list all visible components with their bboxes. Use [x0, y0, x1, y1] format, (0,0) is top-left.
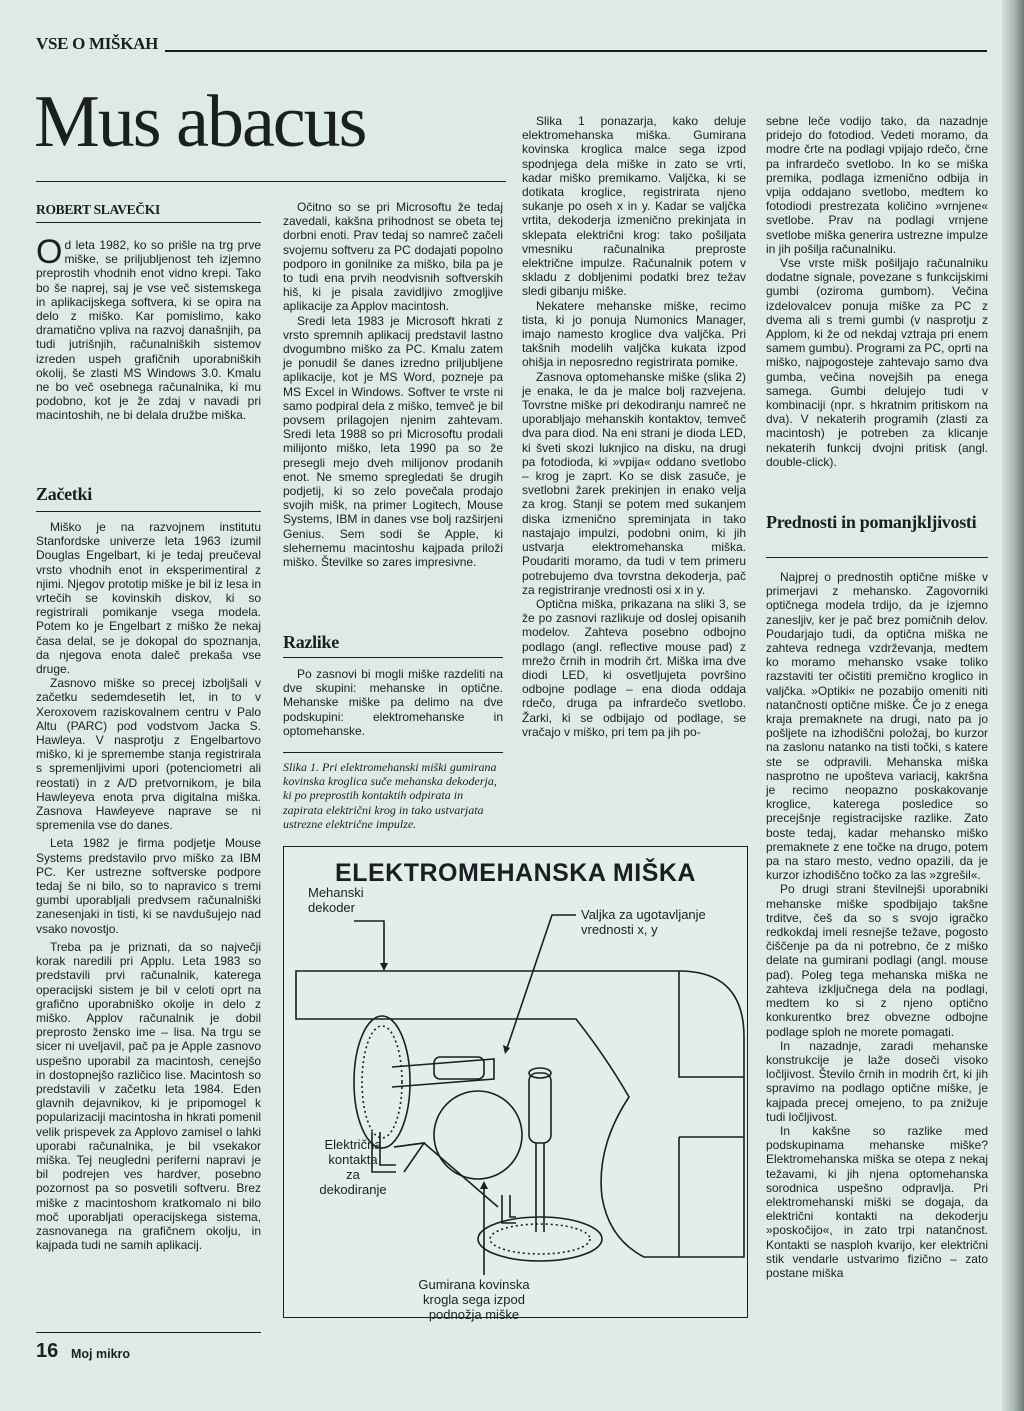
subhead-rule-4: [766, 557, 988, 558]
mouse-ball: [434, 1091, 522, 1179]
paragraph: Miško je na razvojnem institutu Stanfordske univerze leta 1963 izumil Douglas Engelbart, ki je tedaj preučeval vrsto vhodnih enot in eksperimentiral z njimi. Njegov prototip miške je bil iz lesa in vrtečih se kovinskih diskov, ki so registrirali pomikanje vsega modela. Potem ko je Engelbart z miško že nekaj časa delal, se je dokopal do spoznanja, da njegova enota daleč prekaša vse druge.: [36, 520, 261, 677]
paragraph: Leta 1982 je firma podjetje Mouse Systems predstavilo prvo miško za IBM PC. Ker ustrezne softverske podpore tedaj še ni bilo, so to napravico s tremi gumbi uporabljali predvsem računalniški zanesenjaki in tisti, ki se navdušujejo nad vsako novostjo.: [36, 836, 261, 936]
footer-rule: [36, 1332, 261, 1333]
paragraph: Optična miška, prikazana na sliki 3, se že po zasnovi razlikuje od doslej opisanih modelov. Zahteva posebno odbojno podlago (angl. reflective mouse pad) z mrežo črnih in modrih črt. Miška ima dve diodi LED, ki osvetljujeta površino odbojne podlage – ena dioda oddaja rdečo, druga pa infrardečo svetlobo. Žarki, ki se odbijajo od podlage, se vračajo v miško, pri tem pa jih po-: [522, 596, 746, 739]
article-title: Mus abacus: [34, 81, 366, 163]
article-byline: ROBERT SLAVEČKI: [36, 202, 160, 217]
paragraph: Treba pa je priznati, da so največji korak naredili pri Applu. Leta 1983 so predstavili prvi računalnik, katerega operacijski sistem je bil v celoti oprt na grafično uporabniško okolje in delo z miško. Applov računalnik je dobil preprosto žensko ime – lisa. Na trgu se sicer ni uveljavil, pač pa je Apple zasnovo uspešno uporabil za macintosh, cenejšo in dostopnejšo različico lise. Macintosh so predstavili v začetku leta 1984. Eden glavnih dejavnikov, ki je pripomogel k popularizaciji macintosha in hkrati pomenil velik prispevek za Applovo zamisel o lahki uporabi računalnika, je bil vsekakor miška. Tej neugledni periferni napravi je bil podrejen ves hardver, posebno pozornost pa so posvetili softveru. Brez miške z macintoshom kratkomalo ni bilo moč uporabljati operacijskega sistema, zasnovanega na grafičnem okolju, in kajpada tudi ne samih aplikacij.: [36, 939, 261, 1253]
caption-rule: [283, 752, 503, 753]
subhead-zacetki: Začetki: [36, 484, 92, 504]
magazine-name: Moj mikro: [71, 1347, 131, 1361]
page-binding-shadow: [1002, 0, 1024, 1411]
paragraph: Po drugi strani številnejši uporabniki mehanske miške spodbijajo takšne trditve, češ da so s svojo igračko redkokdaj imeli resnejše težave, pogosto čiščenje pa da ni potrebno, če z miško delate na gumirani podlagi (angl. mouse pad). Poleg tega mehanska miška ne zahteva izključnega dela na podlagi, medtem ko si z njeno optično konkurentko brez obvezne odbojne podlage sploh ne morete pomagati.: [766, 882, 988, 1039]
roller-y: [529, 1073, 551, 1143]
subhead-rule-2: [283, 657, 503, 658]
paragraph: Nekatere mehanske miške, recimo tista, ki jo ponuja Numonics Manager, imajo namesto kroglice dva valjčka. Pri takšnih modelih valjčka kukata izpod ohišja in neposredno registrirata pomike.: [522, 298, 746, 370]
intro-paragraph: Od leta 1982, ko so prišle na trg prve miške, se priljubljenost teh izjemno preprostih vhodnih enot vidno krepi. Tako bo še naprej, saj je vse več sistemskega in aplikacijskega softvera, ki se opira na delo z miško. Kar pomislimo, kako dramatično vpliva na razvoj današnjih, pa tudi jutrišnjih, računalniških sistemov izreden uspeh grafičnih uporabniških okolij, še zlasti MS Windows 3.0. Kmalu ne bo več osebnega računalnika, ki mu podobno, kot je že zdaj v navadi pri macintoshih, ne bi delala družbe miška.: [36, 233, 261, 423]
title-rule: [36, 181, 506, 182]
paragraph: Zasnova optomehanske miške (slika 2) je enaka, le da je malce bolj razvejena. Tovrstne miške pri dekodiranju namreč ne uporabljajo mehanskih kontaktov, temveč dva para diod. Na eni strani je dioda LED, ki šveti skozi luknjico na disku, na drugi pa fotodioda, ki »vpija« oddano svetlobo – krog je zaprt. Ko se disk zasuče, je svetlobni žarek prekinjen in enako velja za krog. Stanji se potem med sukanjem diska izmenično spreminjata in tako nastajajo impulzi, podobni onim, ki jih ustvarja elektromehanska miška. Poudariti moramo, da tudi v tem primeru potrebujemo dva tovrstna dekoderja, pač za registriranje vrednosti osi x in y.: [522, 369, 746, 597]
byline-rule: [36, 222, 261, 223]
decoder-disk-y: [478, 1217, 602, 1261]
paragraph: In nazadnje, zaradi mehanske konstrukcije je laže doseči visoko ločljivost. Število črnih in modrih črt, ki jih spravimo na podlago optične miške, je kajpada precej omejeno, to pa znižuje tudi ločljivost.: [766, 1038, 988, 1124]
paragraph: Slika 1 ponazarja, kako deluje elektromehanska miška. Gumirana kovinska kroglica malce sega izpod spodnjega dela miške in zato se vrti, kadar miško premikamo. Valjčka, ki se dotikata kroglice, registrirata njeno sukanje po oseh x in y. Kadar se valjčka vrtita, dekoderja izmenično prekinjata in sklepata električni krog: tako pošiljata vmesniku računalnika preproste električne impulze. Računalnik potem v skladu z dobljenimi podatki brez težav sledi gibanju miške.: [522, 114, 746, 299]
subhead-razlike: Razlike: [283, 632, 339, 652]
paragraph: Zasnovo miške so precej izboljšali v začetku sedemdesetih let, in to v Xeroxovem raziskovalnem centru v Palo Altu (PARC) pod vodstvom Jacka S. Hawleya. V nasprotju z Engelbartovo miško, ki je spremembe stanja registrirala s spremenljivimi upori (potenciometri ali reostati) in z A/D pretvornikom, je bila Hawleyeva enota prva digitalna miška. Zasnova Hawleyeve naprave se ni spremenila vse do danes.: [36, 676, 261, 833]
column-4-body: [766, 570, 988, 1280]
column-2-body: [283, 667, 503, 738]
paragraph: Vse vrste mišk pošiljajo računalniku dodatne signale, povezane s funkcijskimi gumbi (oziroma gumbom). Večina izdelovalcev ponuja miške za PC z dvema ali s tremi gumbi (v nasprotju z Applom, ki že od nekdaj vztraja pri enem samem gumbu). Programi za PC, oprti na miško, najpogosteje zahtevajo samo dva gumba, večina novejših pa enega samega. Gumbi delujejo tudi v kombinaciji (npr. s hkratnim pritiskom na dva). V nekaterih programih (zlasti za macintosh) je potreben za klicanje nekaterih funkcij dvojni pritisk (angl. double-click).: [766, 256, 988, 469]
column-1-body: [36, 520, 261, 1252]
section-label: VSE O MIŠKAH: [36, 34, 159, 53]
roller-axle-x: [392, 1059, 494, 1087]
label-rubber-ball: Gumirana kovinska krogla sega izpod podnožja miške: [418, 1277, 530, 1322]
subhead-prednosti: Prednosti in pomanjkljivosti: [766, 512, 977, 532]
mouse-buttons: [679, 971, 744, 1257]
column-1-top: [36, 233, 261, 423]
column-2-top: [283, 200, 503, 569]
label-electrical-contacts: Električna kontakta za dekodiranje: [319, 1137, 387, 1197]
label-rollers: Valjka za ugotavljanje vrednosti x, y: [581, 907, 706, 937]
paragraph: Po zasnovi bi mogli miške razdeliti na dve skupini: mehanske in optične. Mehanske miške pa delimo na dve podskupini: elektromehanske in optomehanske.: [283, 667, 503, 738]
leader-roller: [506, 915, 576, 1051]
drop-cap: O: [36, 233, 63, 271]
paragraph: Najprej o prednostih optične miške v primerjavi z mehansko. Zagovorniki optičnega modela trdijo, da je izjemno zanesljiv, ker je pač brez pomičnih delov. Poudarjajo tudi, da optična miška ne zahteva rednega vzdrževanja, medtem ko moramo mehansko vsake toliko razstaviti ter očistiti premično kroglico in valjčka. »Optiki« ne pozabijo omeniti niti natančnosti optične miške. Če jo z enega kraja premaknete na drugi, nato pa jo pošljete na izhodiščni položaj, bo kurzor na zaslonu natanko na tisti točki, s katere ste se odpravili. Mehanska miška nasprotno ne upošteva variacij, kakršna je recimo neopazno poskakovanje kroglice, katerega posledice so precejšnje registracijske razlike. Zato boste tedaj, kadar mehansko miško premaknete z ene točke na drugo, potem pa na staro mesto, vedno opazili, da je kurzor izhodiščno točko za las »zgrešil«.: [766, 570, 988, 883]
leader-contact-2: [394, 1143, 498, 1207]
section-rule: [165, 50, 987, 52]
paragraph: sebne leče vodijo tako, da nazadnje pridejo do fotodiod. Vedeti moramo, da modre črte na podlagi vpijajo rdečo, črne pa infrardečo svetlobo. In ko se miška premika, podlaga izmenično odbija in vpija oddajano svetlobo, medtem ko fotodiodi prestrezata količino »vrnjene« svetlobe. Prav na podlagi vrnjene svetlobe miška generira ustrezne impulze in jih pošilja računalniku.: [766, 114, 988, 256]
roller-axle-y: [536, 1143, 544, 1232]
label-mechanical-decoder: Mehanski dekoder: [308, 885, 364, 915]
diagram-title: ELEKTROMEHANSKA MIŠKA: [335, 859, 696, 887]
leader-contact: [394, 1143, 424, 1172]
figure-caption: Slika 1. Pri elektromehanski miški gumirana kovinska kroglica suče mehanska dekoderja, ki po preprostih kontaktih odpirata in zapirata električni krog in tako ustvarjata ustrezne električne impulze.: [283, 760, 497, 831]
page-number: 16: [36, 1340, 59, 1362]
paragraph: Sredi leta 1983 je Microsoft hkrati z vrsto spremnih aplikacij predstavil lastno dvogumbno miško za PC. Kmalu zatem je ponudil še danes izredno priljubljene aplikacije, kot je MS Word, pozneje pa MS Excel in Windows. Softver te vrste ni samo podpiral dela z miško, temveč je bil povsem prilagojen njenim zahtevam. Sredi leta 1988 so pri Microsoftu prodali milijonto miško, leta 1990 pa so že presegli mejo dveh milijonov prodanih enot. Ne smemo spregledati še drugih podjetij, ki so zelo povečala prodajo svojih mišk, na primer Logitech, Mouse Systems, IBM in danes vse bolj razširjeni Genius. Sem sodi še Apple, ki slehernemu macintoshu kajpada priloži miško. Številke so zares impresivne.: [283, 313, 503, 570]
diagram-electromechanical-mouse: [283, 846, 748, 1322]
subhead-rule-1: [36, 511, 261, 512]
mouse-body-outline: [296, 971, 744, 1257]
paragraph: Očitno so se pri Microsoftu že tedaj zavedali, kakšna prihodnost se obeta tej dorbni enoti. Prav tedaj so namreč začeli svojemu softveru za PC dodajati popolno podporo in gonilnike za miško, bila pa je to tudi ena prvih neodvisnih softverskih hiš, ki je pisala zavidljivo zmogljive aplikacije za Applov macintosh.: [283, 200, 503, 314]
paragraph: In kakšne so razlike med podskupinama mehanske miške? Elektromehanska miška se otepa z nekaj težavami, ki jih njena optomehanska sorodnica uspešno odpravlja. Pri elektromehanski miški se dogaja, da električni kontakti na dekoderju »poskočijo«, in zato trpi natančnost. Kontakti se nasploh kvarijo, ker električni stik vendarle ustvarimo fizično – zato postane miška: [766, 1123, 988, 1280]
leader-decoder: [354, 921, 384, 967]
column-3: [522, 114, 746, 739]
column-4-top: [766, 114, 988, 469]
